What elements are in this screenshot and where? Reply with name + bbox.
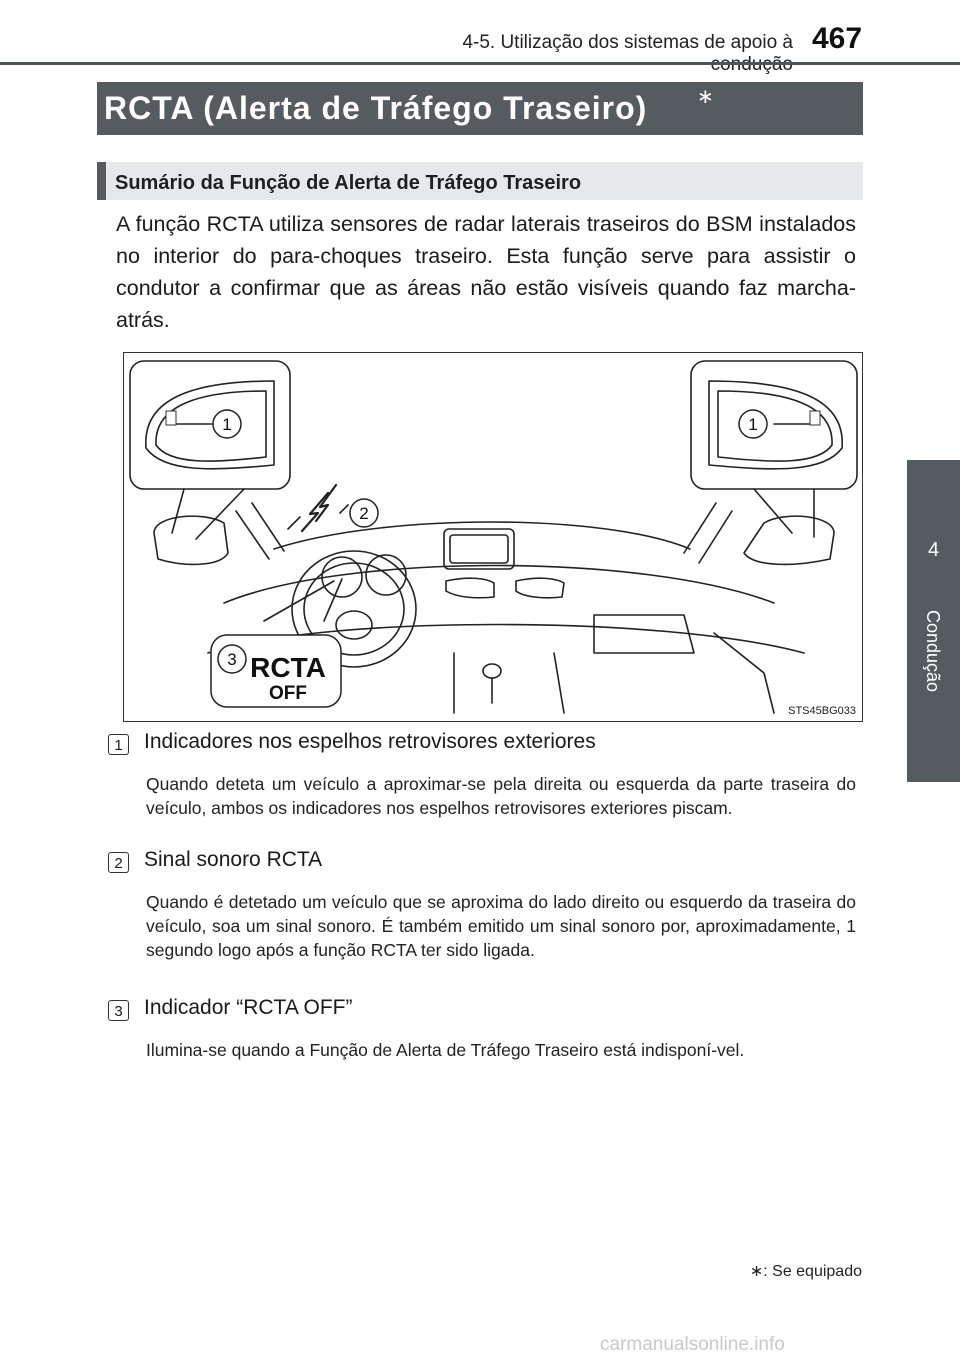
- item-3-title: Indicador “RCTA OFF”: [144, 996, 353, 1019]
- page-header: [0, 0, 960, 70]
- chapter-number: 4: [927, 539, 940, 561]
- item-2-number: 2: [108, 852, 129, 873]
- item-1-body: Quando deteta um veículo a aproximar-se pela direita ou esquerda da parte traseira do veículo, ambos os indicadores nos espelhos retrovisores exteriores piscam.: [146, 774, 856, 818]
- item-3-body: Ilumina-se quando a Função de Alerta de Tráfego Traseiro está indisponí-vel.: [146, 1040, 745, 1060]
- dashboard-drawing: [124, 353, 864, 723]
- callout-2-label: 2: [359, 504, 369, 523]
- figure-code: STS45BG033: [788, 705, 856, 717]
- item-1-title: Indicadores nos espelhos retrovisores exteriores: [144, 730, 596, 753]
- dashboard-illustration: [123, 352, 863, 722]
- callout-3-label: 3: [227, 650, 237, 669]
- right-mirror-inset: [691, 361, 857, 489]
- watermark: carmanualsonline.info: [600, 1334, 785, 1355]
- item-3-number: 3: [108, 1000, 129, 1021]
- callout-1-right-label: 1: [748, 415, 758, 434]
- section-title: 4-5. Utilização dos sistemas de apoio à: [462, 32, 793, 53]
- intro-paragraph: A função RCTA utiliza sensores de radar laterais traseiros do BSM instalados no interior do para-choques traseiro. Esta função serve para assistir o condutor a confirmar que as áreas não estão visíveis quando faz marcha-atrás.: [116, 212, 856, 332]
- callout-1-left-label: 1: [222, 415, 232, 434]
- off-indicator-text: OFF: [269, 683, 307, 704]
- subheading: Sumário da Função de Alerta de Tráfego Traseiro: [115, 172, 582, 194]
- item-1-number: 1: [108, 734, 129, 755]
- equipped-asterisk: ∗: [697, 86, 714, 108]
- header-rule: [0, 62, 960, 65]
- page-title: RCTA (Alerta de Tráfego Traseiro): [104, 90, 648, 126]
- item-2-title: Sinal sonoro RCTA: [144, 848, 323, 871]
- item-2-body: Quando é detetado um veículo que se aproxima do lado direito ou esquerdo da traseira do veículo, soa um sinal sonoro. É também emitido um sinal sonoro por, aproximadamente, 1 segundo logo após a função RCTA ter sido ligada.: [146, 892, 856, 960]
- chapter-label: Condução: [923, 610, 943, 693]
- rcta-indicator-text: RCTA: [250, 652, 326, 683]
- page-number: 467: [812, 22, 863, 55]
- footnote: ∗: Se equipado: [749, 1263, 862, 1280]
